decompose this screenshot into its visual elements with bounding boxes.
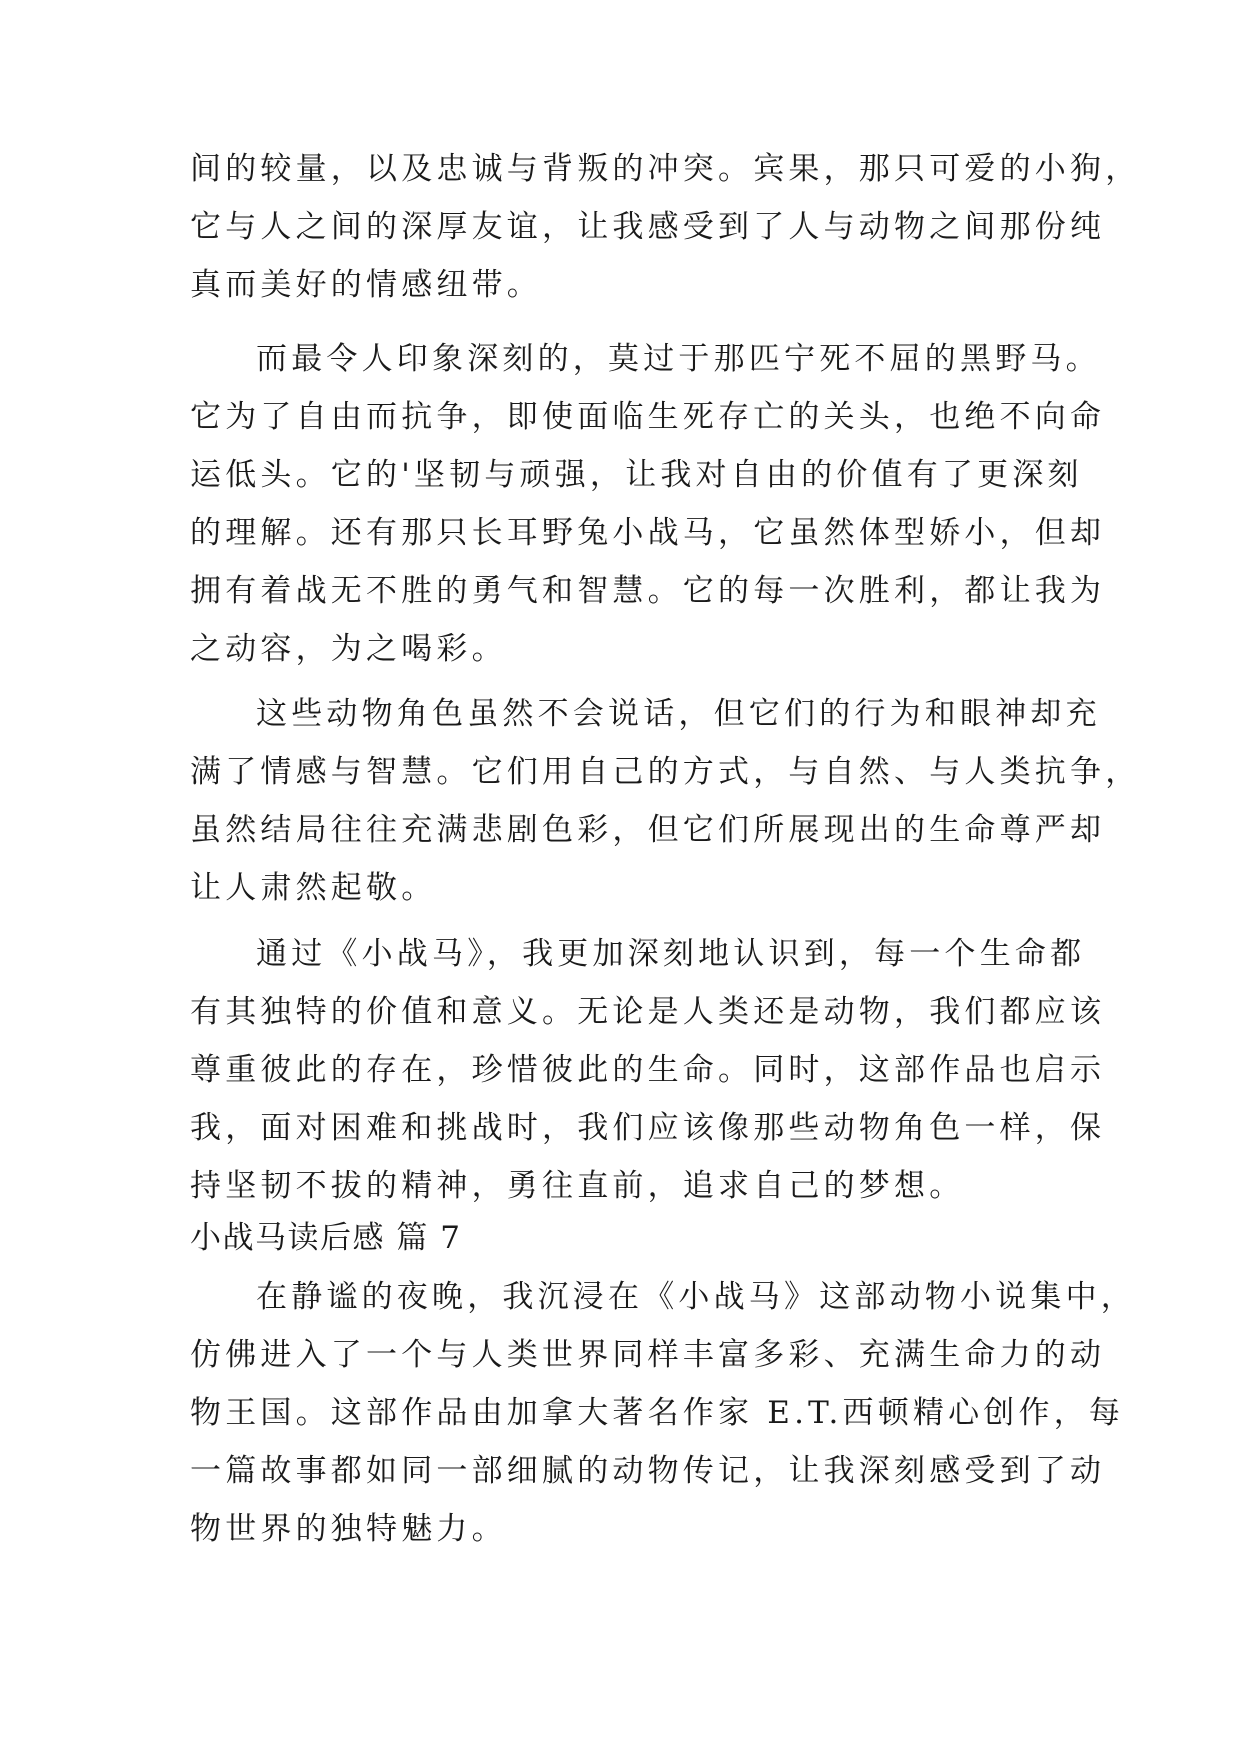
- paragraph-line: 物世界的独特魅力。: [190, 1511, 507, 1547]
- paragraph-line: 在静谧的夜晚，我沉浸在《小战马》这部动物小说集中，: [256, 1279, 1136, 1315]
- section-heading: 小战马读后感 篇 7: [190, 1220, 462, 1256]
- paragraph-line: 而最令人印象深刻的，莫过于那匹宁死不屈的黑野马。: [256, 341, 1101, 377]
- paragraph-line: 拥有着战无不胜的勇气和智慧。它的每一次胜利，都让我为: [190, 573, 1106, 609]
- paragraph-line: 它为了自由而抗争，即使面临生死存亡的关头，也绝不向命: [190, 399, 1106, 435]
- paragraph-line: 的理解。还有那只长耳野兔小战马，它虽然体型娇小，但却: [190, 515, 1106, 551]
- paragraph-line: 真而美好的情感纽带。: [190, 267, 542, 303]
- paragraph-line: 我，面对困难和挑战时，我们应该像那些动物角色一样，保: [190, 1110, 1106, 1146]
- paragraph-line: 有其独特的价值和意义。无论是人类还是动物，我们都应该: [190, 994, 1106, 1030]
- paragraph-line: 间的较量，以及忠诚与背叛的冲突。宾果，那只可爱的小狗，: [190, 151, 1141, 187]
- paragraph-line: 让人肃然起敬。: [190, 870, 437, 906]
- paragraph-line: 它与人之间的深厚友谊，让我感受到了人与动物之间那份纯: [190, 209, 1106, 245]
- paragraph-line: 仿佛进入了一个与人类世界同样丰富多彩、充满生命力的动: [190, 1337, 1106, 1373]
- paragraph-line: 满了情感与智慧。它们用自己的方式，与自然、与人类抗争，: [190, 754, 1141, 790]
- paragraph-line: 运低头。它的'坚韧与顽强，让我对自由的价值有了更深刻: [190, 457, 1083, 493]
- paragraph-line: 之动容，为之喝彩。: [190, 631, 507, 667]
- paragraph-line: 虽然结局往往充满悲剧色彩，但它们所展现出的生命尊严却: [190, 812, 1106, 848]
- paragraph-line: 持坚韧不拔的精神，勇往直前，追求自己的梦想。: [190, 1168, 965, 1204]
- paragraph-line: 一篇故事都如同一部细腻的动物传记，让我深刻感受到了动: [190, 1453, 1106, 1489]
- paragraph-line: 物王国。这部作品由加拿大著名作家 E.T.西顿精心创作，每: [190, 1395, 1125, 1431]
- paragraph-line: 这些动物角色虽然不会说话，但它们的行为和眼神却充: [256, 696, 1101, 732]
- paragraph-line: 通过《小战马》，我更加深刻地认识到，每一个生命都: [256, 936, 1086, 972]
- paragraph-line: 尊重彼此的存在，珍惜彼此的生命。同时，这部作品也启示: [190, 1052, 1106, 1088]
